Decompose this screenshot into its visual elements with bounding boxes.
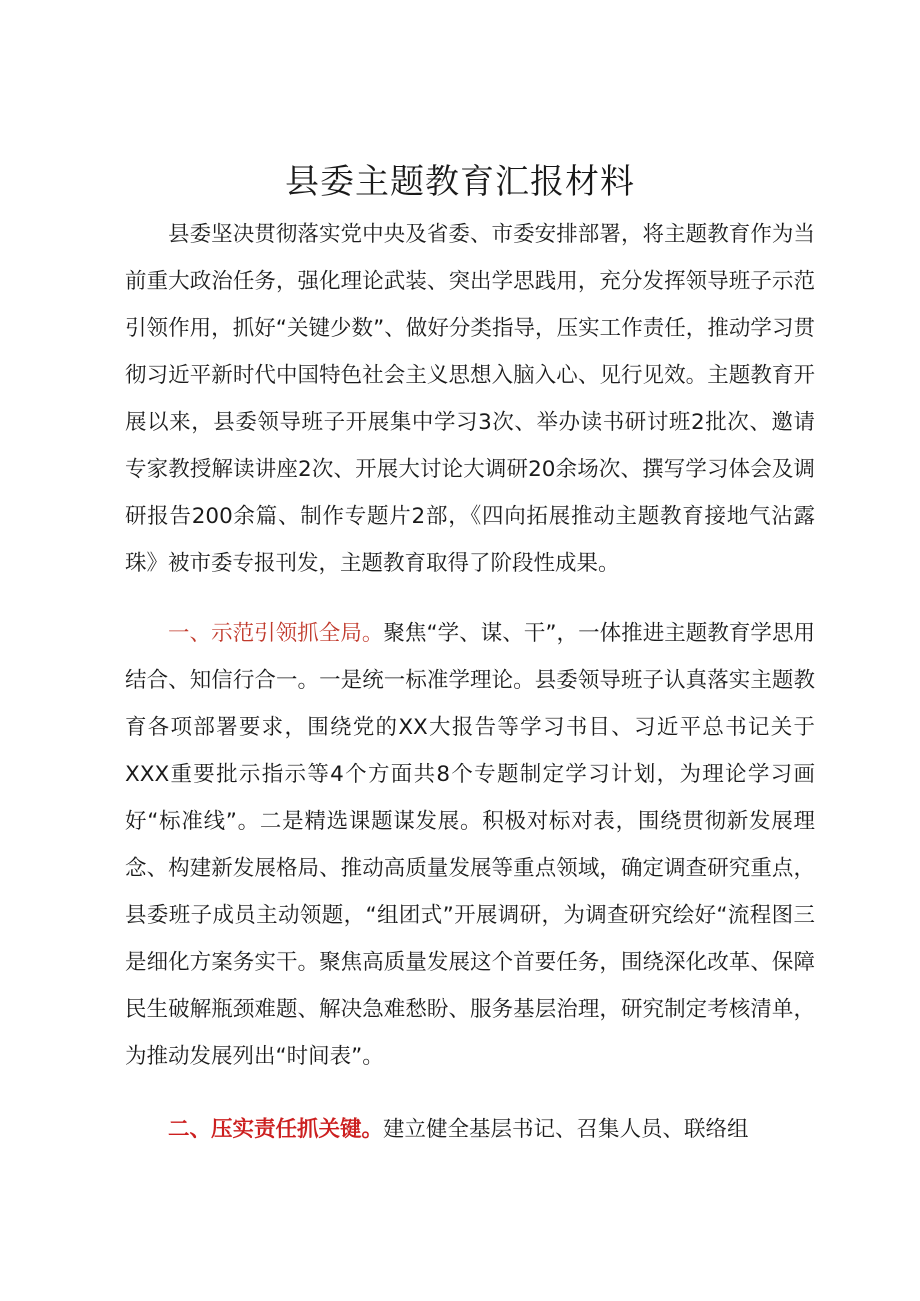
paragraph-intro-text: 县委坚决贯彻落实党中央及省委、市委安排部署，将主题教育作为当前重大政治任务，强化理论武装、突出学思践用，充分发挥领导班子示范引领作用，抓好“关键少数”、做好分类指导，压实工作责任，推动学习贯彻习近平新时代中国特色社会主义思想入脑入心、见行见效。主题教育开展以来，县委领导班子开展集中学习3次、举办读书研讨班2批次、邀请专家教授解读讲座2次、开展大讨论大调研20余场次、撰写学习体会及调研报告200余篇、制作专题片2部，《四向拓展推动主题教育接地气沾露珠》被市委专报刊发，主题教育取得了阶段性成果。 [125,222,815,576]
paragraph-section-2 [125,1106,815,1153]
paragraph-section-1 [125,610,815,1080]
paragraph-intro [125,211,815,587]
section-2-heading: 二、压实责任抓关键。 [168,1117,384,1142]
section-2-text: 建立健全基层书记、召集人员、联络组 [383,1117,749,1142]
document-title: 县委主题教育汇报材料 [285,162,635,202]
paragraph-section-2-content [125,1106,815,1153]
section-1-heading: 一、示范引领抓全局。 [168,621,384,646]
paragraph-section-1-content [125,610,815,1080]
section-1-text: 聚焦“学、谋、干”，一体推进主题教育学思用结合、知信行合一。一是统一标准学理论。县委领导班子认真落实主题教育各项部署要求，围绕党的XX大报告等学习书目、习近平总书记关于XXX重要批示指示等4个方面共8个专题制定学习计划，为理论学习画好“标准线”。二是精选课题谋发展。积极对标对表，围绕贯彻新发展理念、构建新发展格局、推动高质量发展等重点领域，确定调查研究重点，县委班子成员主动领题，“组团式”开展调研，为调查研究绘好“流程图三是细化方案务实干。聚焦高质量发展这个首要任务，围绕深化改革、保障民生破解瓶颈难题、解决急难愁盼、服务基层治理，研究制定考核清单，为推动发展列出“时间表”。 [125,621,815,1069]
